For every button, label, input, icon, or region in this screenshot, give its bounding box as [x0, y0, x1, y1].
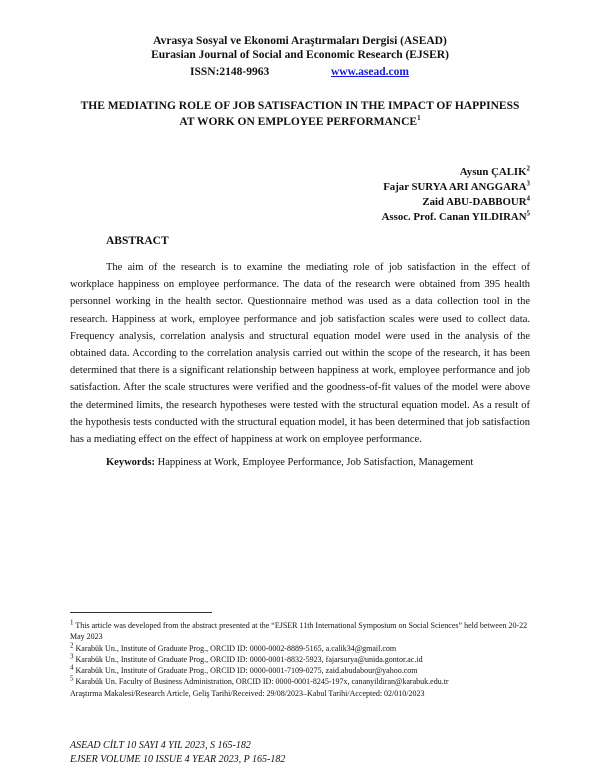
footer-turkish: ASEAD CİLT 10 SAYI 4 YIL 2023, S 165-182: [70, 740, 251, 751]
issn: ISSN:2148-9963: [190, 66, 270, 78]
title-footnote-marker: 1: [417, 114, 421, 123]
footer-english: EJSER VOLUME 10 ISSUE 4 YEAR 2023, P 165-182: [70, 754, 286, 765]
footnote-2: [70, 640, 532, 654]
page-footer: [70, 739, 285, 767]
author-1: [382, 165, 530, 180]
author-list: [382, 165, 530, 225]
title-line-2-text: AT WORK ON EMPLOYEE PERFORMANCE: [179, 116, 418, 128]
footnote-3-marker: 3: [70, 652, 74, 661]
keywords-text: Happiness at Work, Employee Performance, Job Satisfaction, Management: [157, 457, 474, 468]
author-4-name: Assoc. Prof. Canan YILDIRAN: [381, 211, 527, 223]
title-line-1: THE MEDIATING ROLE OF JOB SATISFACTION IN THE IMPACT OF HAPPINESS: [80, 100, 520, 112]
footnote-2-marker: 2: [70, 640, 74, 649]
abstract-body: The aim of the research is to examine the mediating role of job satisfaction in the effect of workplace happiness on employee performance. The data of the research were obtained from 395 health personnel working in the health sector. Questionnaire method was used as a data collection tool in the research. Happiness at work, employee performance and job satisfaction scales were used to collect data. Frequency analysis, correlation analysis and structural equation model were used in the analysis of the obtained data. According to the correlation analysis carried out within the scope of the research, it has been determined that there is a significant relationship between happiness at work, employee performance and job satisfaction. After the scale structures were verified and the goodness-of-fit values of the model were above the determined limits, the research hypotheses were tested with the structural equation model. As a result of the hypothesis tests conducted with the structural equation model, it has been determined that job satisfaction has a mediating effect on the effect of happiness at work on employee performance.: [70, 262, 530, 446]
footnote-1: [70, 620, 532, 643]
footnote-5-text: Karabük Un. Faculty of Business Administration, ORCID ID: 0000-0001-8245-197x, cananyildiran@karabuk.edu.tr: [75, 677, 449, 687]
footnote-2-text: Karabük Un., Institute of Graduate Prog., ORCID ID: 0000-0002-8889-5165, a.calik34@gmail.com: [75, 643, 397, 653]
author-1-marker: 2: [526, 164, 530, 173]
author-2-marker: 3: [526, 179, 530, 188]
footnote-1-text: This article was developed from the abstract presented at the “EJSER 11th International Symposium on Social Sciences” held between 20-22 May 2023: [70, 621, 528, 642]
footnote-1-marker: 1: [70, 618, 74, 627]
keywords: [70, 456, 530, 470]
footnote-5: [70, 676, 532, 687]
footnote-3-text: Karabük Un., Institute of Graduate Prog., ORCID ID: 0000-0001-8832-5923, fajarsurya@unida.gontor.ac.id: [75, 654, 423, 664]
article-dates-text: Araştırma Makalesi/Research Article, Geliş Tarihi/Received: 29/08/2023–Kabul Tarihi/Accepted: 02/010/2023: [70, 688, 425, 698]
author-1-name: Aysun ÇALIK: [459, 166, 527, 178]
author-4: [382, 210, 530, 225]
footnotes: [70, 620, 532, 699]
footnote-divider: [70, 612, 212, 613]
author-2: [382, 180, 530, 195]
title-line-2: [60, 114, 540, 130]
footnote-4: [70, 665, 532, 676]
journal-title-turkish: Avrasya Sosyal ve Ekonomi Araştırmaları Dergisi (ASEAD): [153, 35, 447, 47]
author-3: [382, 195, 530, 210]
author-3-name: Zaid ABU-DABBOUR: [422, 196, 527, 208]
footnote-3: [70, 654, 532, 665]
footnote-4-text: Karabük Un., Institute of Graduate Prog., ORCID ID: 0000-0001-7109-0275, zaid.abudabour@yahoo.com: [75, 666, 418, 676]
paper-title: [60, 98, 540, 130]
footnote-5-marker: 5: [70, 674, 74, 683]
article-dates: [70, 688, 532, 699]
author-4-marker: 5: [526, 209, 530, 218]
author-3-marker: 4: [526, 194, 530, 203]
author-2-name: Fajar SURYA ARI ANGGARA: [383, 181, 527, 193]
keywords-label: Keywords:: [106, 457, 155, 468]
abstract-heading: ABSTRACT: [106, 235, 169, 247]
footnote-4-marker: 4: [70, 663, 74, 672]
journal-title-english: Eurasian Journal of Social and Economic Research (EJSER): [151, 49, 449, 61]
journal-url-link[interactable]: www.asead.com: [331, 66, 409, 78]
